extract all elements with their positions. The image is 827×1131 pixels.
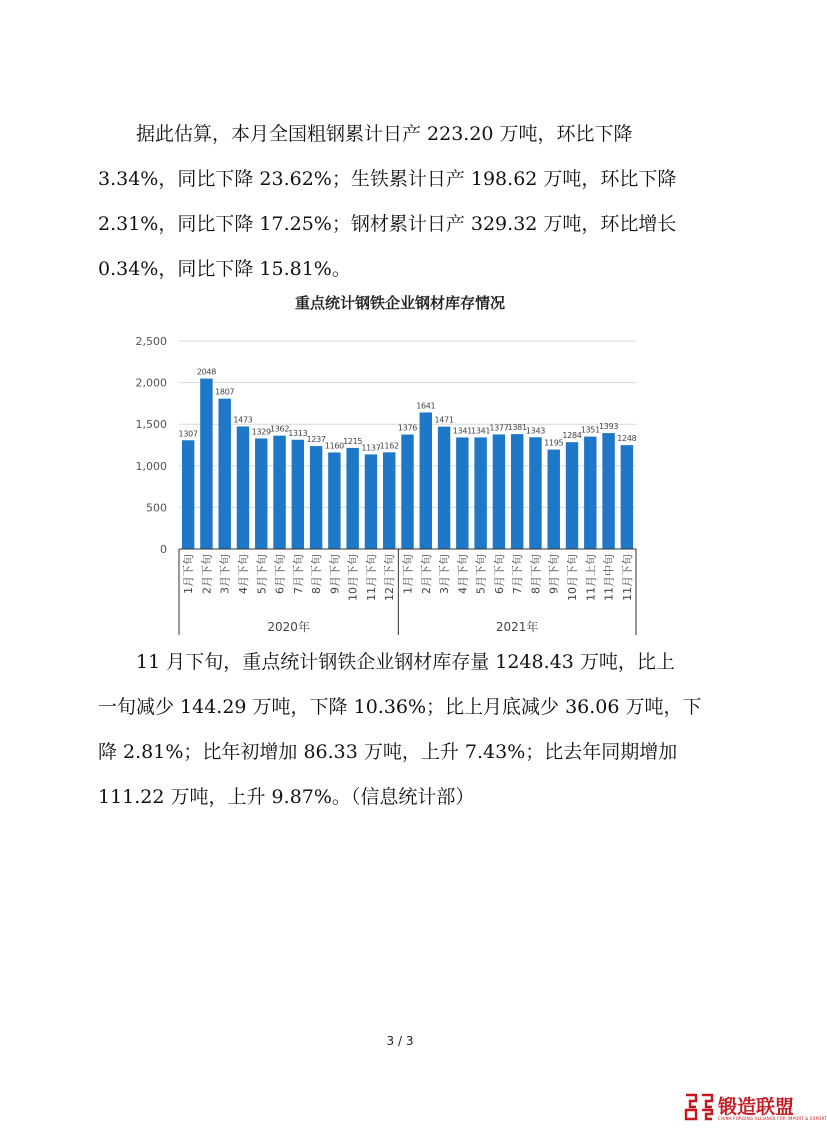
data-label: 1341: [452, 426, 472, 436]
x-tick-label: 8月下旬: [310, 554, 324, 594]
x-tick-label: 6月下旬: [492, 554, 506, 594]
x-tick-label: 11月上旬: [584, 554, 598, 601]
x-tick-label: 7月下旬: [291, 554, 305, 594]
x-tick-label: 1月下旬: [401, 554, 415, 594]
data-label: 1248: [617, 434, 637, 444]
x-tick-label: 6月下旬: [273, 554, 287, 594]
bar: [328, 452, 340, 549]
data-label: 1473: [233, 415, 253, 425]
x-tick-label: 5月下旬: [255, 554, 269, 594]
data-label: 1343: [525, 426, 546, 436]
bar: [365, 454, 377, 549]
paragraph-line: 降 2.81%；比年初增加 86.33 万吨，上升 7.43%；比去年同期增加: [98, 741, 678, 763]
x-tick-label: 10月下旬: [566, 554, 580, 601]
data-label: 1351: [580, 425, 600, 435]
data-label: 1313: [288, 428, 308, 438]
bar: [346, 448, 358, 549]
data-label: 1641: [416, 401, 436, 411]
paragraph-line: 11 月下旬，重点统计钢铁企业钢材库存量 1248.43 万吨，比上: [136, 651, 675, 673]
x-tick-label: 4月下旬: [236, 554, 250, 594]
data-label: 1471: [434, 415, 454, 425]
bar: [310, 446, 322, 549]
bar: [511, 434, 523, 549]
bar: [255, 438, 267, 549]
bar: [218, 399, 230, 549]
bar: [474, 437, 486, 549]
data-label: 1237: [306, 435, 326, 445]
bar: [548, 450, 560, 549]
x-tick-label: 2月下旬: [419, 554, 433, 594]
bar: [602, 433, 614, 549]
bar: [566, 442, 578, 549]
data-label: 1381: [507, 423, 527, 433]
bar: [273, 436, 285, 549]
x-tick-label: 11月下旬: [364, 554, 378, 601]
data-label: 1162: [379, 441, 399, 451]
x-tick-label: 11月中旬: [602, 554, 616, 601]
bar: [237, 426, 249, 549]
x-tick-label: 1月下旬: [182, 554, 196, 594]
logo-text: 锻造联盟: [718, 1096, 795, 1118]
y-tick-label: 2,500: [135, 335, 167, 348]
bar: [456, 437, 468, 549]
x-tick-label: 3月下旬: [438, 554, 452, 594]
data-label: 1284: [562, 431, 582, 441]
paragraph-line: 111.22 万吨，上升 9.87%。（信息统计部）: [98, 786, 475, 808]
bar: [292, 440, 304, 549]
bar: [621, 445, 633, 549]
y-tick-label: 2,000: [135, 376, 167, 390]
bar: [182, 440, 194, 549]
y-tick-label: 500: [146, 501, 167, 515]
x-tick-label: 9月下旬: [328, 554, 342, 594]
bar: [383, 452, 395, 549]
x-tick-label: 12月下旬: [383, 554, 397, 601]
paragraph-line: 3.34%，同比下降 23.62%；生铁累计日产 198.62 万吨，环比下降: [98, 168, 677, 190]
data-label: 1377: [489, 423, 509, 433]
paragraph-line: 2.31%，同比下降 17.25%；钢材累计日产 329.32 万吨，环比增长: [98, 213, 677, 235]
data-label: 1362: [269, 424, 290, 434]
data-label: 1807: [215, 387, 235, 397]
data-label: 1307: [178, 429, 198, 439]
x-tick-label: 7月下旬: [511, 554, 525, 594]
bar: [420, 412, 432, 549]
bar: [493, 434, 505, 549]
data-label: 1376: [397, 423, 418, 433]
paragraph-line: 0.34%，同比下降 15.81%。: [98, 258, 351, 280]
logo-mark-icon: [684, 1092, 714, 1122]
group-label: 2021年: [495, 620, 539, 634]
x-tick-label: 8月下旬: [529, 554, 543, 594]
paragraph-inventory: [98, 640, 708, 820]
group-label: 2020年: [267, 620, 310, 634]
data-label: 1329: [251, 427, 271, 437]
y-tick-label: 0: [160, 543, 167, 556]
bar: [401, 435, 413, 549]
bar: [438, 427, 450, 549]
data-label: 1160: [324, 441, 344, 451]
page-number: 3 / 3: [386, 1034, 414, 1048]
y-tick-label: 1,500: [135, 418, 167, 432]
x-tick-label: 3月下旬: [218, 554, 232, 594]
x-tick-label: 2月下旬: [200, 554, 214, 594]
x-tick-label: 5月下旬: [474, 554, 488, 594]
logo-subtext: CHINA FORGING ALLIANCE FOR IMPORT & EXPORT: [718, 1116, 827, 1121]
x-tick-label: 9月下旬: [547, 554, 561, 594]
paragraph-line: 一旬减少 144.29 万吨，下降 10.36%；比上月底减少 36.06 万吨，下: [98, 696, 702, 718]
x-tick-label: 4月下旬: [456, 554, 470, 594]
data-label: 1215: [343, 436, 363, 446]
data-label: 1393: [598, 422, 619, 432]
bar: [584, 437, 596, 549]
bar: [200, 379, 212, 549]
chart-title: 重点统计钢铁企业钢材库存情况: [294, 294, 505, 312]
data-label: 2048: [196, 367, 217, 377]
data-label: 1137: [361, 443, 381, 453]
bar: [529, 437, 541, 549]
data-label: 1341: [471, 426, 491, 436]
paragraph-line: 据此估算，本月全国粗钢累计日产 223.20 万吨，环比下降: [136, 123, 633, 145]
x-tick-label: 10月下旬: [346, 554, 360, 601]
x-tick-label: 11月下旬: [620, 554, 634, 601]
forging-alliance-logo: [684, 1090, 827, 1126]
y-tick-label: 1,000: [135, 459, 167, 473]
data-label: 1195: [544, 438, 564, 448]
